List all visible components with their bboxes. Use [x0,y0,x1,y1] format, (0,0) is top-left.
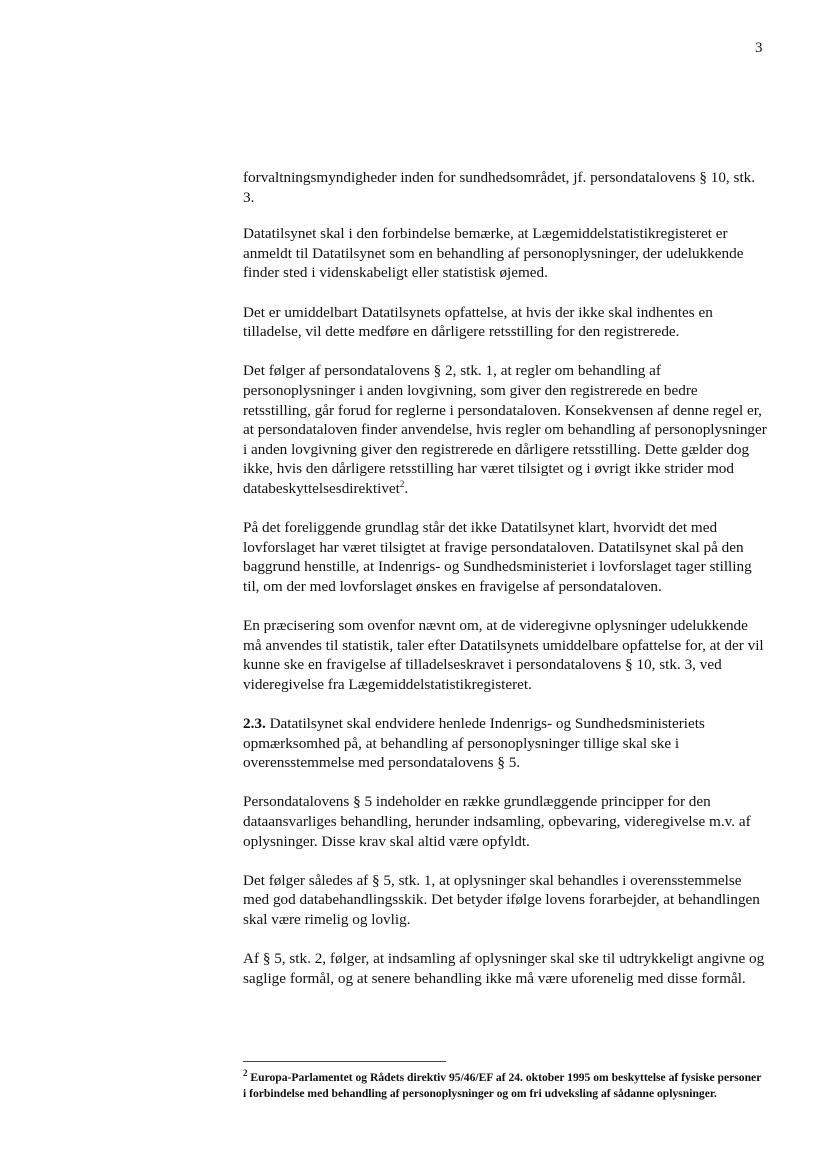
paragraph-6: En præcisering som ovenfor nævnt om, at de videregivne oplysninger udelukkende må anvendes til statistik, taler efter Datatilsynets umiddelbare opfattelse for, at der vil kunne ske en fravigelse af tilladelseskravet i persondatalovens § 10, stk. 3, ved videregivelse fra Lægemiddelstatistikregisteret. [243,617,764,693]
paragraph-3: Det er umiddelbart Datatilsynets opfattelse, at hvis der ikke skal indhentes en tilladelse, vil dette medføre en dårligere retsstilling for den registrerede. [243,303,713,341]
page-number: 3 [755,40,763,56]
body-text [243,168,768,1008]
paragraph-9: Det følger således af § 5, stk. 1, at oplysninger skal behandles i overensstemmelse med god databehandlingsskik. Det betyder ifølge lovens forarbejder, at behandlingen skal være rimelig og lovlig. [243,871,760,928]
paragraph-1: forvaltningsmyndigheder inden for sundhedsområdet, jf. persondatalovens § 10, stk. 3. [243,169,756,206]
footnote [243,1070,763,1102]
paragraph-2: Datatilsynet skal i den forbindelse bemærke, at Lægemiddelstatistikregisteret er anmeldt til Datatilsynet som en behandling af personoplysninger, der udelukkende finder sted i videnskabeligt eller statistisk øjemed. [243,225,744,282]
paragraph-4-text: Det følger af persondatalovens § 2, stk. 1, at regler om behandling af personoplysninger i anden lovgivning, som giver den registrerede en bedre retsstilling, går forud for reglerne i persondataloven. Konsekvensen af denne regel er, at persondataloven finder anvendelse, hvis regler om behandling af personoplysninger i anden lovgivning giver den registrerede en dårligere retsstilling. Dette gælder dog ikke, hvis den dårligere retsstilling har været tilsigtet og i øvrigt ikke strider mod databeskyttelsesdirektivet [243,362,767,497]
paragraph-7 [243,714,768,773]
paragraph-7-text: Datatilsynet skal endvidere henlede Indenrigs- og Sundhedsministeriets opmærksomhed på, at behandling af personoplysninger tillige skal ske i overensstemmelse med persondatalovens § 5. [243,715,705,772]
section-number: 2.3. [243,715,266,733]
footnote-reference: 2 [399,478,405,489]
footnote-text: Europa-Parlamentet og Rådets direktiv 95/46/EF af 24. oktober 1995 om beskyttelse af fysiske personer i forbindelse med behandling af personoplysninger og om fri udveksling af sådanne oplysninger. [243,1071,762,1100]
paragraph-5: På det foreliggende grundlag står det ikke Datatilsynet klart, hvorvidt det med lovforslaget har været tilsigtet at fravige persondataloven. Datatilsynet skal på den baggrund henstille, at Indenrigs- og Sundhedsministeriet i lovforslaget tager stilling til, om der med lovforslaget ønskes en fravigelse af persondataloven. [243,519,752,595]
footnote-divider [243,1061,446,1062]
paragraph-10: Af § 5, stk. 2, følger, at indsamling af oplysninger skal ske til udtrykkeligt angivne og saglige formål, og at senere behandling ikke må være uforenelig med disse formål. [243,950,765,987]
paragraph-4-end: . [404,479,409,497]
paragraph-8: Persondatalovens § 5 indeholder en række grundlæggende principper for den dataansvarliges behandling, herunder indsamling, opbevaring, videregivelse m.v. af oplysninger. Disse krav skal altid være opfyldt. [243,793,751,850]
paragraph-4 [243,361,768,498]
footnote-marker: 2 [243,1068,248,1079]
